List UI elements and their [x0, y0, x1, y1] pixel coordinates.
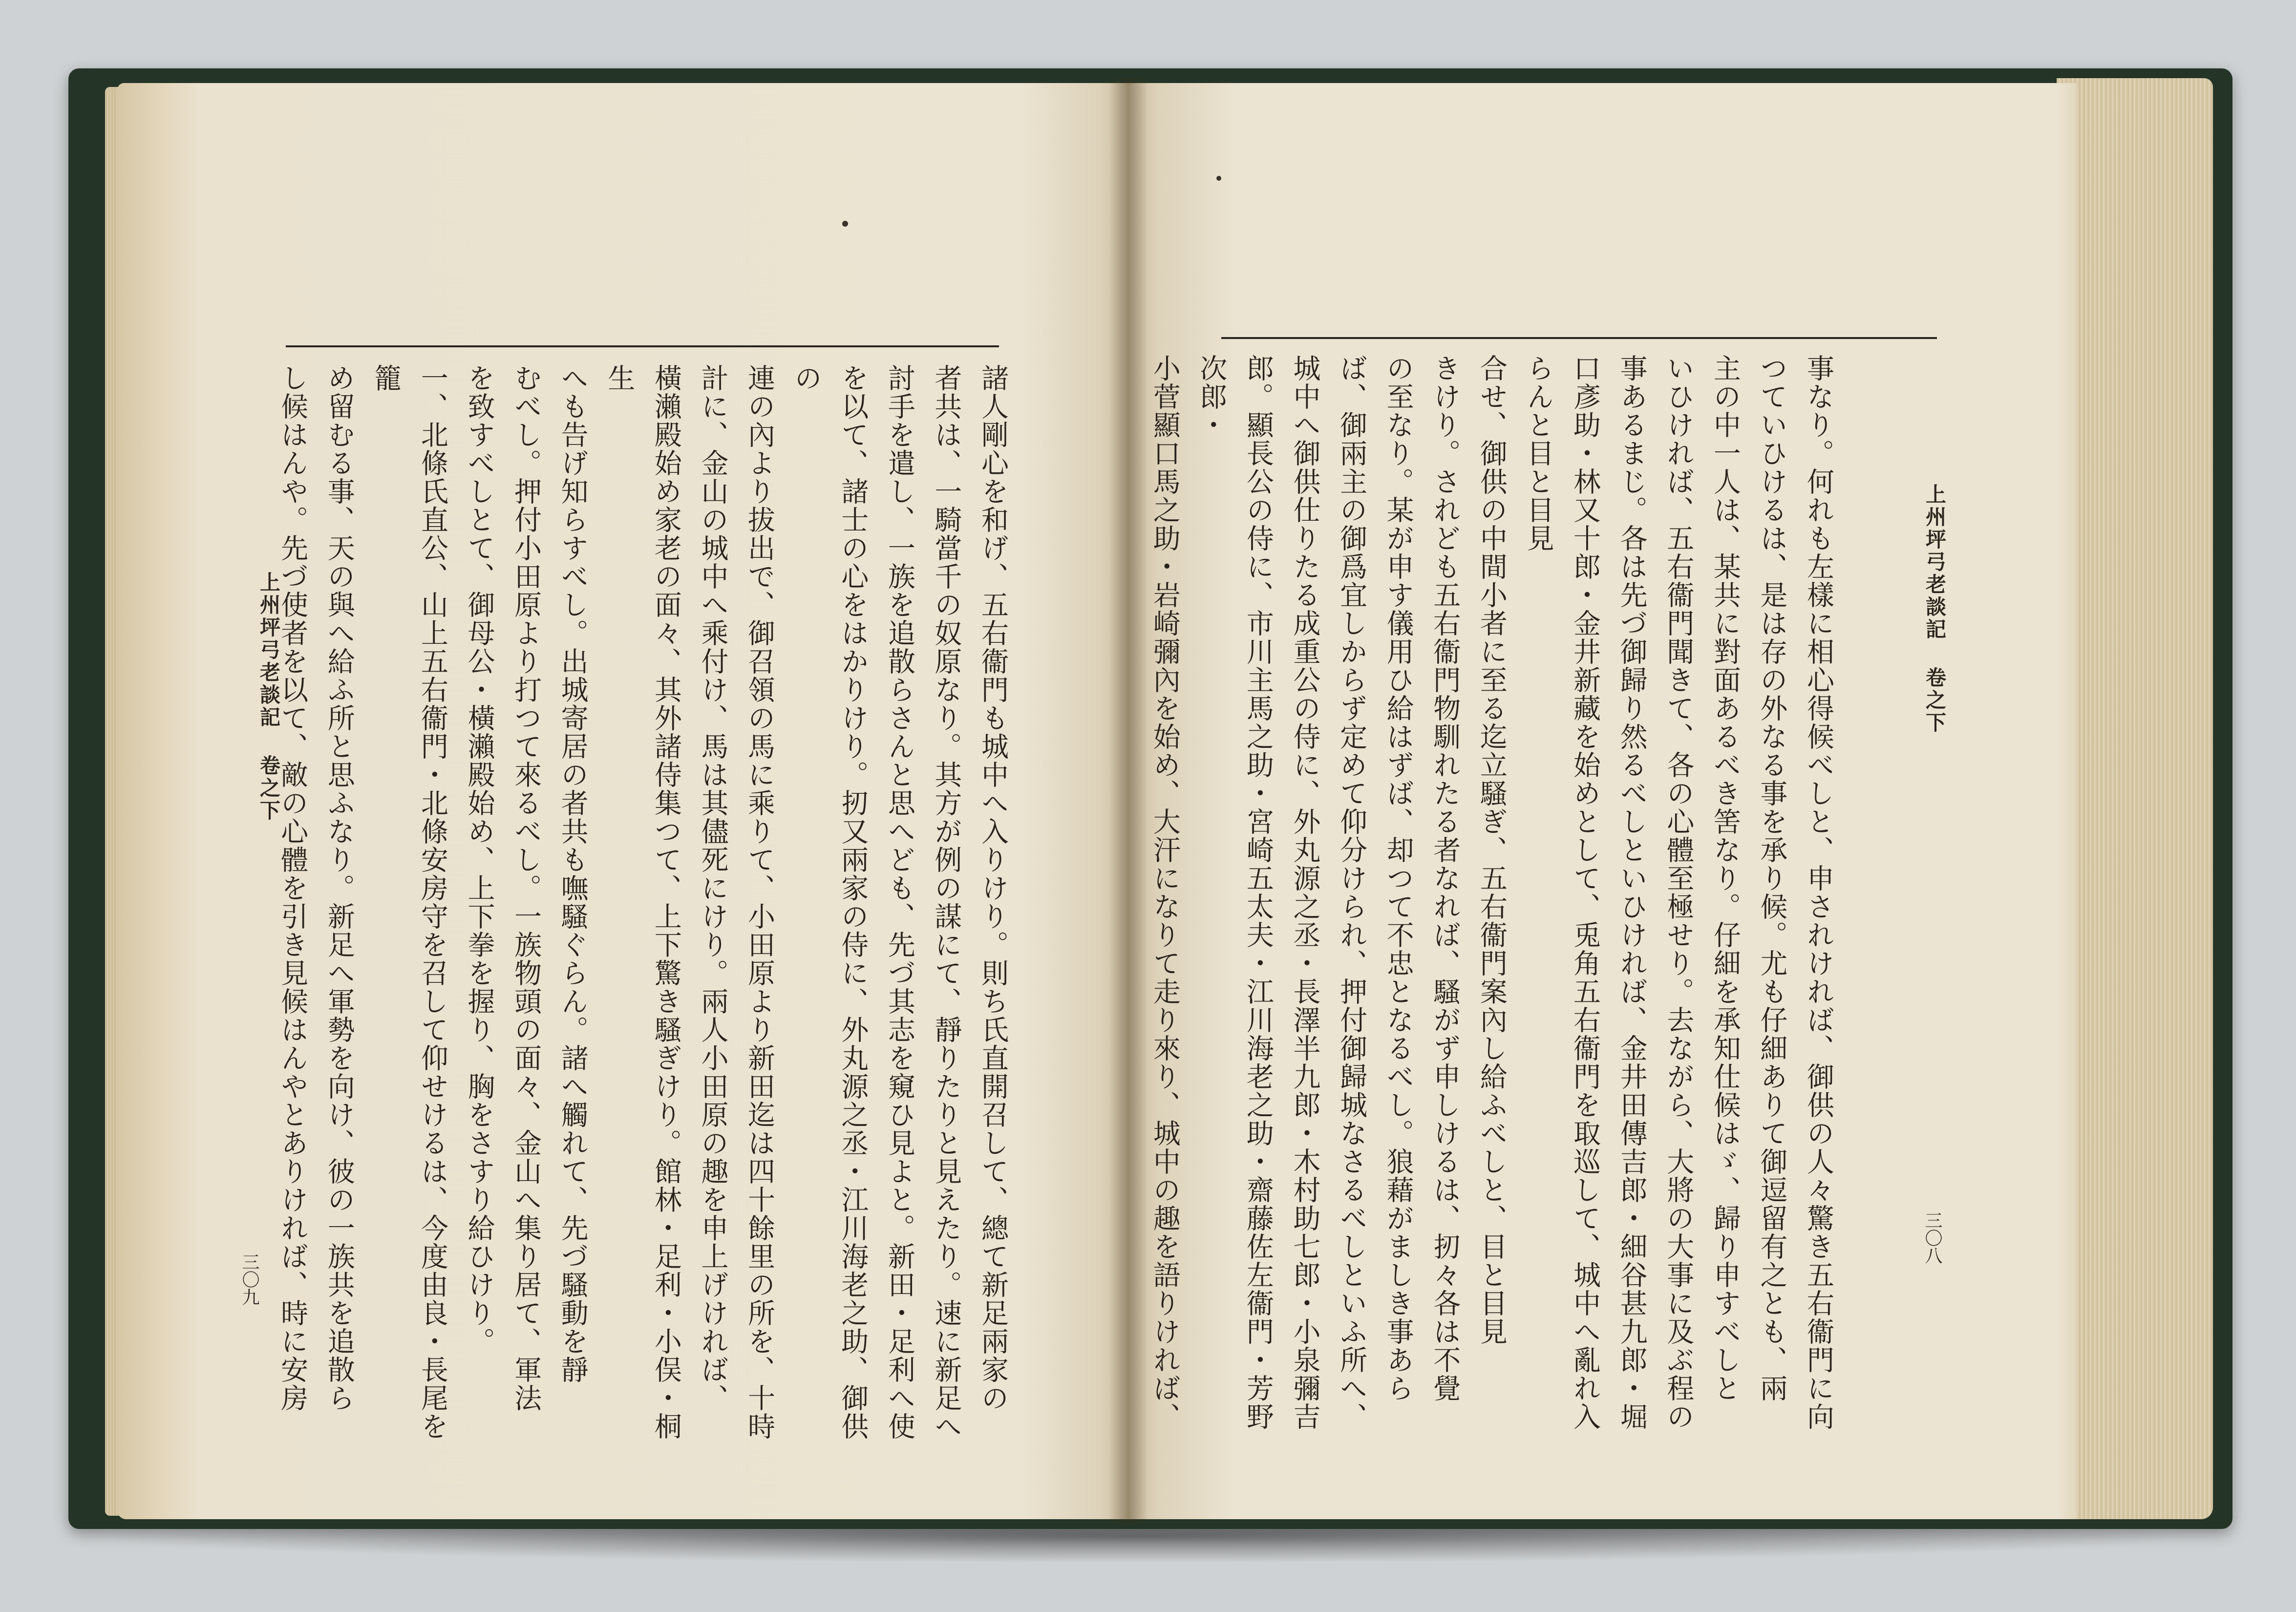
text-column: ば、御兩主の御爲宜しからず定めて仰分けられ、押付御歸城なさるべしといふ所へ、: [1336, 354, 1368, 1431]
running-head: 上州坪弓老談記 卷之下: [1923, 484, 1947, 734]
left-body-text: [276, 364, 1016, 1463]
text-column: 橫瀨殿始め家老の面々、其外諸侍集つて、上下驚き騷ぎけり。館林・足利・小俣・桐生: [603, 364, 682, 1441]
page-number: 三〇八: [1922, 1211, 1942, 1264]
text-column: 郎。顯長公の侍に、市川主馬之助・宮崎五太夫・江川海老之助・齋藤佐左衞門・芳野次郎・: [1195, 354, 1274, 1431]
text-column: へも告げ知らすべし。出城寄居の者共も嘸騷ぐらん。諸へ觸れて、先づ騷動を靜: [556, 364, 589, 1384]
text-column: きけり。されども五右衞門物馴れたる者なれば、騷がず申しけるは、扨々各は不覺: [1429, 354, 1461, 1402]
text-column: を致すべしとて、御母公・橫瀨殿始め、上下拳を握り、胸をさすり給ひけり。: [463, 364, 495, 1356]
text-column: し候はんや。先づ使者を以て、敵の心體を引き見候はんやとありければ、時に安房: [276, 364, 309, 1412]
book-gutter: [1109, 78, 1148, 1524]
text-column: 口彥助・林又十郎・金井新藏を始めとして、兎角五右衞門を取巡して、城中へ亂れ入らんと目と目見: [1522, 354, 1601, 1431]
text-column: 城中へ御供仕りたる成重公の侍に、外丸源之丞・長澤半九郎・木村助七郎・小泉彌吉: [1289, 354, 1321, 1431]
text-column: 計に、金山の城中へ乘付け、馬は其儘死にけり。兩人小田原の趣を申上げければ、: [697, 364, 729, 1412]
right-page-edges: [2057, 78, 2213, 1519]
text-column: 諸人剛心を和げ、五右衞門も城中へ入りけり。則ち氏直開召して、總て新足兩家の: [977, 364, 1009, 1412]
right-header-rule: [1221, 337, 1937, 339]
right-body-text: [1148, 354, 1842, 1453]
text-column: 事あるまじ。各は先づ御歸り然るべしといひければ、金井田傳吉郎・細谷甚九郎・堀: [1616, 354, 1648, 1431]
text-column: つていひけるは、是は存の外なる事を承り候。尤も仔細ありて御逗留有之とも、兩: [1756, 354, 1788, 1402]
left-header-rule: [286, 345, 999, 347]
text-column: 合せ、御供の中間小者に至る迄立騷ぎ、五右衞門案內し給ふべしと、目と目見: [1475, 354, 1508, 1346]
text-column: 事なり。何れも左樣に相心得候べしと、申されければ、御供の人々驚き五右衞門に向: [1803, 354, 1834, 1431]
text-column: むべし。押付小田原より打つて來るべし。一族物頭の面々、金山へ集り居て、軍法: [510, 364, 542, 1412]
text-column: を以て、諸士の心をはかりけり。扨又兩家の侍に、外丸源之丞・江川海老之助、御供の: [790, 364, 869, 1441]
right-page: [1128, 83, 2076, 1519]
text-column: 主の中一人は、某共に對面あるべき筈なり。仔細を承知仕候はゞ、歸り申すべしと: [1709, 354, 1741, 1402]
ink-speck: [842, 221, 848, 227]
running-head: 上州坪弓老談記 卷之下: [257, 572, 281, 822]
text-column: 一、北條氏直公、山上五右衞門・北條安房守を召して仰せけるは、今度由良・長尾を籠: [370, 364, 448, 1441]
text-column: 連の內より拔出で、御召領の馬に乘りて、小田原より新田迄は四十餘里の所を、十時: [744, 364, 776, 1441]
text-column: いひければ、五右衞門聞きて、各の心體至極せり。去ながら、大將の大事に及ぶ程の: [1662, 354, 1695, 1431]
text-column: 小菅顯口馬之助・岩崎彌內を始め、大汗になりて走り來り、城中の趣を語りければ、: [1148, 354, 1181, 1431]
text-column: め留むる事、天の與へ給ふ所と思ふなり。新足へ軍勢を向け、彼の一族共を追散ら: [323, 364, 355, 1412]
left-page: [117, 83, 1128, 1519]
text-column: 者共は、一騎當千の奴原なり。其方が例の謀にて、靜りたりと見えたり。速に新足へ: [930, 364, 962, 1441]
text-column: 討手を遣し、一族を追散らさんと思へども、先づ其志を窺ひ見よと。新田・足利へ使: [883, 364, 915, 1441]
page-number: 三〇九: [239, 1253, 259, 1306]
ink-speck: [1216, 176, 1221, 181]
text-column: の至なり。某が申す儀用ひ給はずば、却つて不忠となるべし。狼藉がましき事あら: [1382, 354, 1414, 1402]
